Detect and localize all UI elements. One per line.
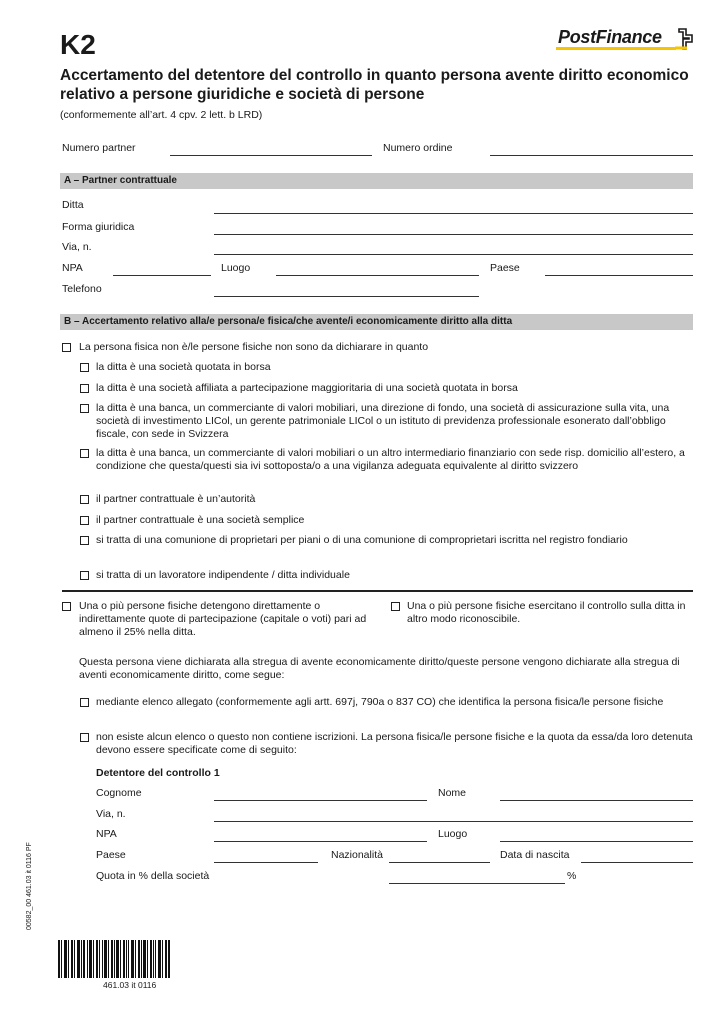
holder-country-field[interactable] — [214, 862, 318, 863]
holder-name-label: Nome — [438, 787, 467, 799]
holder-country-label: Paese — [96, 849, 126, 861]
no-list-checkbox[interactable] — [80, 733, 89, 742]
company-field[interactable] — [214, 213, 693, 214]
other-control-label: Una o più persone fisiche esercitano il controllo sulla ditta in altro modo riconoscibile. — [407, 600, 686, 625]
legal-form-field[interactable] — [214, 234, 693, 235]
holder-nationality-field[interactable] — [389, 862, 490, 863]
logo-underline — [556, 47, 676, 50]
subsidiary-label: la ditta è una società affiliata a partecipazione maggioritaria di una società quotata in borsa — [96, 382, 518, 394]
holder-zip-field[interactable] — [214, 841, 427, 842]
simple-partnership-label: il partner contrattuale è una società semplice — [96, 514, 305, 526]
side-document-code: 00582_00 461.03 it 0116 PF — [26, 842, 33, 930]
place-field[interactable] — [276, 275, 479, 276]
other-control-checkbox[interactable] — [391, 602, 400, 611]
holder-birth-date-field[interactable] — [581, 862, 693, 863]
zip-label: NPA — [62, 262, 83, 274]
partner-number-field[interactable] — [170, 155, 372, 156]
shares-25-label: Una o più persone fisiche detengono direttamente o indirettamente quote di partecipazione (capitale o voti) pari ad almeno il 25% nella ditta. — [79, 600, 367, 638]
holder-surname-label: Cognome — [96, 787, 142, 799]
holder-name-field[interactable] — [500, 800, 693, 801]
section-b-title: B – Accertamento relativo alla/e persona/e fisica/che avente/i economicamente diritto alla ditta — [64, 316, 513, 327]
page-subtitle: (conformemente all’art. 4 cpv. 2 lett. b LRD) — [60, 109, 263, 121]
authority-checkbox[interactable] — [80, 495, 89, 504]
condominium-label: si tratta di una comunione di proprietari per piani o di una comunione di comproprietari iscritta nel registro fondiario — [96, 534, 628, 546]
partner-number-label: Numero partner — [62, 142, 136, 154]
self-employed-label: si tratta di un lavoratore indipendente / ditta individuale — [96, 569, 350, 581]
holder-share-label: Quota in % della società — [96, 870, 210, 882]
subsidiary-checkbox[interactable] — [80, 384, 89, 393]
declaration-text: Questa persona viene dichiarata alla stregua di avente economicamente diritto/queste persone vengono dichiarate alla stregua di aventi economicamente diritto, come segue: — [79, 656, 680, 681]
swiss-financial-label: la ditta è una banca, un commerciante di valori mobiliari, una direzione di fondo, una società di assicurazione sulla vita, una società di investimento LICol, un gerente patrimoniale LICol o un istituto di previdenza professionale esonerato dall’obbligo fiscale, con sede in Svizzera — [96, 402, 670, 440]
not-declared-checkbox[interactable] — [62, 343, 71, 352]
holder-title: Detentore del controllo 1 — [96, 767, 220, 779]
holder-birth-date-label: Data di nascita — [500, 849, 570, 861]
attached-list-checkbox[interactable] — [80, 698, 89, 707]
attached-list-label: mediante elenco allegato (conformemente agli artt. 697j, 790a o 837 CO) che identifica la persona fisica/le persone fisiche — [96, 696, 664, 708]
country-field[interactable] — [545, 275, 693, 276]
swiss-cross-icon — [673, 28, 693, 50]
foreign-financial-checkbox[interactable] — [80, 449, 89, 458]
phone-field[interactable] — [214, 296, 479, 297]
listed-company-checkbox[interactable] — [80, 363, 89, 372]
barcode-number: 461.03 it 0116 — [103, 980, 157, 990]
holder-zip-label: NPA — [96, 828, 117, 840]
listed-company-label: la ditta è una società quotata in borsa — [96, 361, 271, 373]
holder-place-field[interactable] — [500, 841, 693, 842]
simple-partnership-checkbox[interactable] — [80, 516, 89, 525]
legal-form-label: Forma giuridica — [62, 221, 135, 233]
street-field[interactable] — [214, 254, 693, 255]
foreign-financial-label: la ditta è una banca, un commerciante di valori mobiliari o un altro intermediario finanziario con sede risp. domicilio all’estero, a condizione che questa/questi sia ivi sottoposta/o a una vigilanza adeguata equivalente al diritto svizzero — [96, 447, 685, 472]
self-employed-checkbox[interactable] — [80, 571, 89, 580]
shares-25-checkbox[interactable] — [62, 602, 71, 611]
not-declared-label: La persona fisica non è/le persone fisiche non sono da dichiarare in quanto — [79, 341, 429, 353]
order-number-label: Numero ordine — [383, 142, 453, 154]
section-a-header — [60, 173, 693, 189]
section-b-header — [60, 314, 693, 330]
holder-street-label: Via, n. — [96, 808, 126, 820]
form-code: K2 — [60, 29, 96, 60]
order-number-field[interactable] — [490, 155, 693, 156]
section-divider — [62, 590, 693, 592]
swiss-financial-checkbox[interactable] — [80, 404, 89, 413]
place-label: Luogo — [221, 262, 251, 274]
holder-surname-field[interactable] — [214, 800, 427, 801]
phone-label: Telefono — [62, 283, 102, 295]
country-label: Paese — [490, 262, 520, 274]
holder-share-field[interactable] — [389, 883, 565, 884]
barcode — [58, 940, 170, 978]
section-a-title: A – Partner contrattuale — [64, 175, 177, 186]
authority-label: il partner contrattuale è un’autorità — [96, 493, 256, 505]
condominium-checkbox[interactable] — [80, 536, 89, 545]
logo-text: PostFinance — [558, 27, 662, 47]
zip-field[interactable] — [113, 275, 211, 276]
holder-nationality-label: Nazionalità — [331, 849, 383, 861]
page-title: Accertamento del detentore del controllo in quanto persona avente diritto economico relativo a persone giuridiche e società di persone — [60, 67, 689, 103]
street-label: Via, n. — [62, 241, 92, 253]
percent-sign: % — [567, 870, 577, 882]
no-list-label: non esiste alcun elenco o questo non contiene iscrizioni. La persona fisica/le persone fisiche e la quota da essa/da loro detenuta devono essere specificate come di seguito: — [96, 731, 693, 756]
holder-street-field[interactable] — [214, 821, 693, 822]
holder-place-label: Luogo — [438, 828, 468, 840]
company-label: Ditta — [62, 199, 84, 211]
